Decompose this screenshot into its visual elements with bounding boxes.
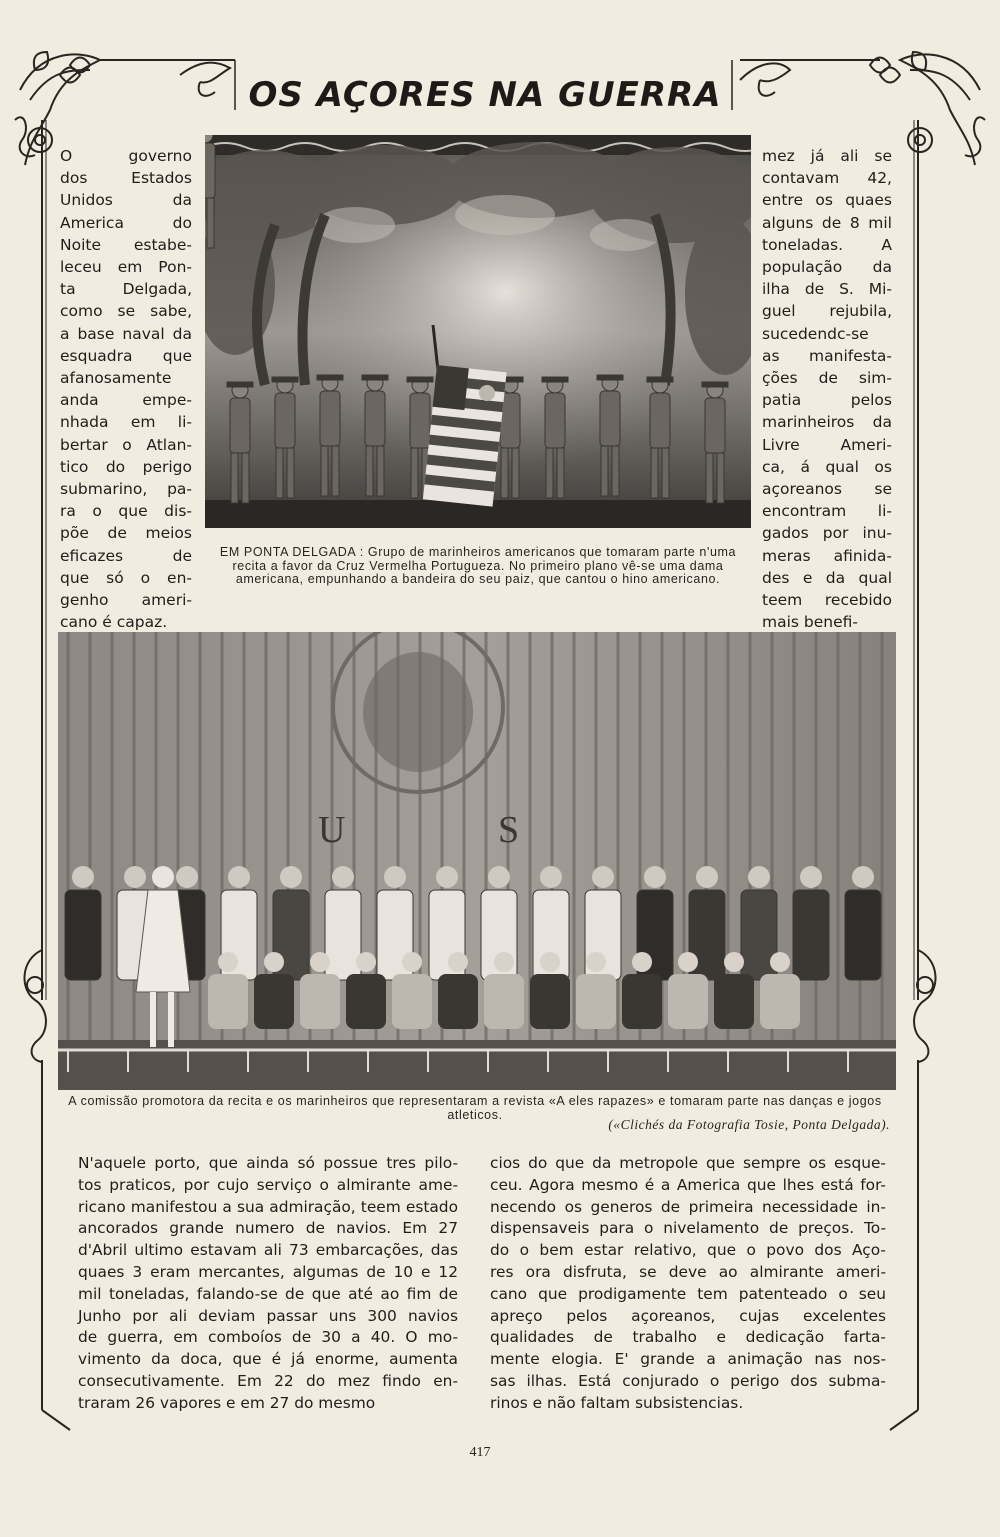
text-line: gados por inu- xyxy=(762,524,892,543)
text-line: teem recebido xyxy=(762,591,892,610)
text-line: toneladas. A xyxy=(762,235,892,254)
photo2-caption: A comissão promotora da recita e os marinheiros que representaram a revista «A eles rapazes» e tomaram parte nas danças e jogos atleticos. xyxy=(68,1094,882,1122)
text-line: N'aquele porto, que ainda só possue tres pilo- xyxy=(78,1154,458,1172)
text-line: a base naval da xyxy=(60,324,192,343)
article-title: OS AÇORES NA GUERRA xyxy=(248,75,722,115)
text-line: ta Delgada, xyxy=(60,280,192,299)
text-line: população da xyxy=(762,258,892,277)
photo-commission-and-sailors xyxy=(58,632,896,1090)
text-line: mais benefi- xyxy=(762,613,858,632)
photo-credit: («Clichés da Fotografia Tosie, Ponta Delgada). xyxy=(608,1117,890,1132)
text-line: como se sabe, xyxy=(60,302,192,321)
left-column-text xyxy=(60,145,192,633)
text-line: rinos e não faltam subsistencias. xyxy=(490,1393,744,1412)
text-line: de guerra, em comboíos de 30 a 40. O mo- xyxy=(78,1328,458,1347)
text-line: põe de meios xyxy=(60,524,192,543)
text-line: meras afinida- xyxy=(762,546,892,565)
photo-sailors-with-flag xyxy=(205,135,751,528)
text-line: cano é capaz. xyxy=(60,613,168,632)
text-line: patia pelos xyxy=(762,391,892,410)
text-line: traram 26 vapores e em 27 do mesmo xyxy=(78,1393,376,1412)
text-line: necendo os generos de primeira necessidade in- xyxy=(490,1197,886,1216)
text-line: bertar o Atlan- xyxy=(60,435,192,454)
text-line: mil toneladas, falando-se de que até ao fim de xyxy=(78,1284,458,1303)
text-line: cano que prodigamente tem patenteado o seu xyxy=(490,1284,886,1303)
text-line: Noite estabe- xyxy=(60,235,192,254)
text-line: submarino, pa- xyxy=(60,480,192,499)
text-line: entre os quaes xyxy=(762,191,892,210)
text-line: ções de sim- xyxy=(762,369,892,388)
text-line: mente elogia. E' grande a animação nas nos- xyxy=(490,1350,886,1369)
text-line: mez já ali se xyxy=(762,147,892,165)
text-line: Livre Ameri- xyxy=(762,435,892,454)
text-line: marinheiros da xyxy=(762,413,892,432)
text-line: O governo xyxy=(60,147,192,165)
text-line: açoreanos se xyxy=(762,480,892,499)
text-line: anda empe- xyxy=(60,391,192,410)
text-line: encontram li- xyxy=(762,502,892,521)
text-line: qualidades de trabalho e dedicação farta- xyxy=(490,1328,886,1347)
text-line: do o bem estar relativo, que o povo dos Aço- xyxy=(490,1241,886,1260)
text-line: Junho por ali deviam passar uns 300 navios xyxy=(78,1306,458,1325)
page-number: 417 xyxy=(469,1445,491,1460)
text-line: d'Abril ultimo estavam ali 73 embarcações, das xyxy=(78,1241,458,1260)
text-line: as manifesta- xyxy=(762,346,892,365)
bottom-left-column xyxy=(78,1153,458,1415)
text-line: vimento da doca, que é já enorme, aumenta xyxy=(78,1350,458,1369)
text-line: quaes 3 eram mercantes, algumas de 10 e 12 xyxy=(78,1262,458,1281)
stage-letter-s: S xyxy=(498,809,520,851)
text-line: des e da qual xyxy=(762,568,892,587)
text-line: dispensaveis para o nivelamento de preços. To- xyxy=(490,1219,886,1238)
text-line: dos Estados xyxy=(60,169,192,188)
text-line: alguns de 8 mil xyxy=(762,213,892,232)
text-line: tico do perigo xyxy=(60,457,192,476)
text-line: tos praticos, por cujo serviço o almirante ame- xyxy=(78,1175,458,1194)
text-line: sucedendc-se xyxy=(762,324,869,343)
text-line: consecutivamente. Em 22 do mez findo en- xyxy=(78,1371,458,1390)
text-line: leceu em Pon- xyxy=(60,258,192,277)
text-line: guel rejubila, xyxy=(762,302,892,321)
text-line: esquadra que xyxy=(60,346,192,365)
bottom-right-column xyxy=(490,1153,886,1415)
text-line: ilha de S. Mi- xyxy=(762,280,892,299)
text-line: que só o en- xyxy=(60,568,192,587)
photo-group-illustration xyxy=(58,632,896,1090)
text-line: afanosamente xyxy=(60,369,172,388)
text-line: contavam 42, xyxy=(762,169,892,188)
stage-letter-u: U xyxy=(318,809,346,851)
photo1-caption: EM PONTA DELGADA : Grupo de marinheiros americanos que tomaram parte n'uma recita a favor da Cruz Vermelha Portugueza. No primeiro plano vê-se uma dama americana, empunhando a bandeira do seu paiz, que cantou o hino americano. xyxy=(219,545,737,586)
text-line: sas ilhas. Está conjurado o perigo dos subma- xyxy=(490,1371,886,1390)
text-line: nhada em li- xyxy=(60,413,192,432)
photo-sailors-illustration xyxy=(205,135,751,528)
text-line: ceu. Agora mesmo é a America que lhes está for- xyxy=(490,1175,886,1194)
text-line: eficazes de xyxy=(60,546,192,565)
text-line: res ora disfruta, se deve ao almirante ameri- xyxy=(490,1262,886,1281)
right-column-text xyxy=(762,145,892,633)
text-line: Unidos da xyxy=(60,191,192,210)
text-line: ra o que dis- xyxy=(60,502,192,521)
text-line: America do xyxy=(60,213,192,232)
text-line: ca, á qual os xyxy=(762,457,892,476)
text-line: ancorados grande numero de navios. Em 27 xyxy=(78,1219,458,1238)
text-line: cios do que da metropole que sempre os esque- xyxy=(490,1154,886,1172)
text-line: ricano manifestou a sua admiração, teem estado xyxy=(78,1197,458,1216)
text-line: apreço pelos açoreanos, cujas excelentes xyxy=(490,1306,886,1325)
text-line: genho ameri- xyxy=(60,591,192,610)
